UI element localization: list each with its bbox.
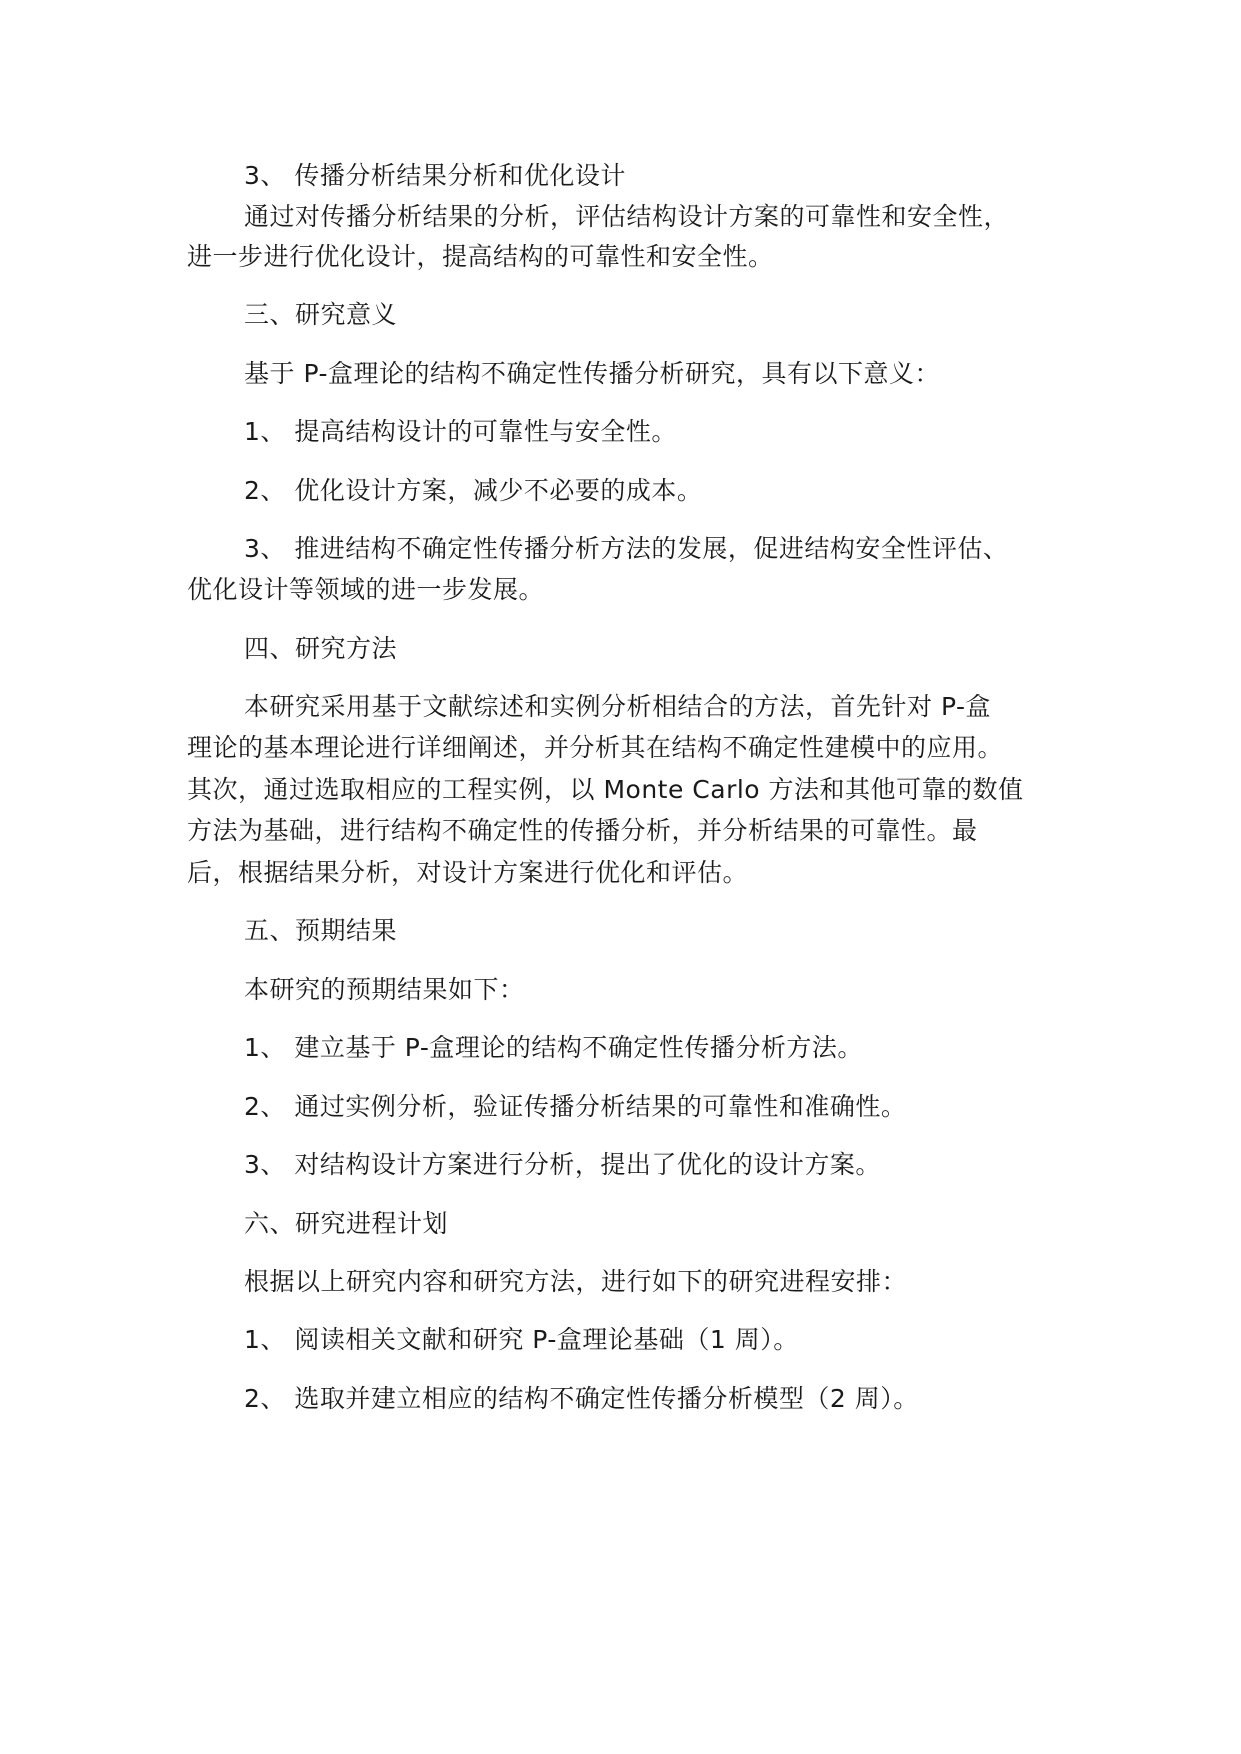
paragraph-line: 理论的基本理论进行详细阐述，并分析其在结构不确定性建模中的应用。 — [187, 733, 1004, 762]
list-item: 3、 对结构设计方案进行分析，提出了优化的设计方案。 — [244, 1150, 881, 1179]
paragraph-line: 通过对传播分析结果的分析，评估结构设计方案的可靠性和安全性， — [244, 202, 1010, 231]
paragraph-line: 进一步进行优化设计，提高结构的可靠性和安全性。 — [187, 242, 774, 271]
paragraph-line: 本研究的预期结果如下： — [244, 975, 525, 1004]
paragraph-line: 优化设计等领域的进一步发展。 — [187, 575, 545, 604]
section-heading: 四、研究方法 — [244, 634, 398, 663]
list-item: 3、 推进结构不确定性传播分析方法的发展，促进结构安全性评估、 — [244, 534, 1009, 563]
list-item: 3、 传播分析结果分析和优化设计 — [244, 161, 626, 190]
list-item: 2、 优化设计方案，减少不必要的成本。 — [244, 476, 703, 505]
section-heading: 六、研究进程计划 — [244, 1209, 449, 1238]
list-item: 1、 建立基于 P-盒理论的结构不确定性传播分析方法。 — [244, 1033, 863, 1062]
paragraph-line: 本研究采用基于文献综述和实例分析相结合的方法，首先针对 P-盒 — [244, 692, 991, 721]
section-heading: 五、预期结果 — [244, 916, 398, 945]
list-item: 1、 提高结构设计的可靠性与安全性。 — [244, 417, 677, 446]
paragraph-line: 基于 P-盒理论的结构不确定性传播分析研究，具有以下意义： — [244, 359, 940, 388]
section-heading: 三、研究意义 — [244, 300, 398, 329]
list-item: 2、 通过实例分析，验证传播分析结果的可靠性和准确性。 — [244, 1092, 907, 1121]
paragraph-line: 方法为基础，进行结构不确定性的传播分析，并分析结果的可靠性。最 — [187, 816, 978, 845]
paragraph-line: 其次，通过选取相应的工程实例，以 Monte Carlo 方法和其他可靠的数值 — [187, 775, 1024, 804]
paragraph-line: 后，根据结果分析，对设计方案进行优化和评估。 — [187, 858, 749, 887]
list-item: 1、 阅读相关文献和研究 P-盒理论基础（1 周）。 — [244, 1325, 799, 1354]
paragraph-line: 根据以上研究内容和研究方法，进行如下的研究进程安排： — [244, 1267, 908, 1296]
list-item: 2、 选取并建立相应的结构不确定性传播分析模型（2 周）。 — [244, 1384, 919, 1413]
